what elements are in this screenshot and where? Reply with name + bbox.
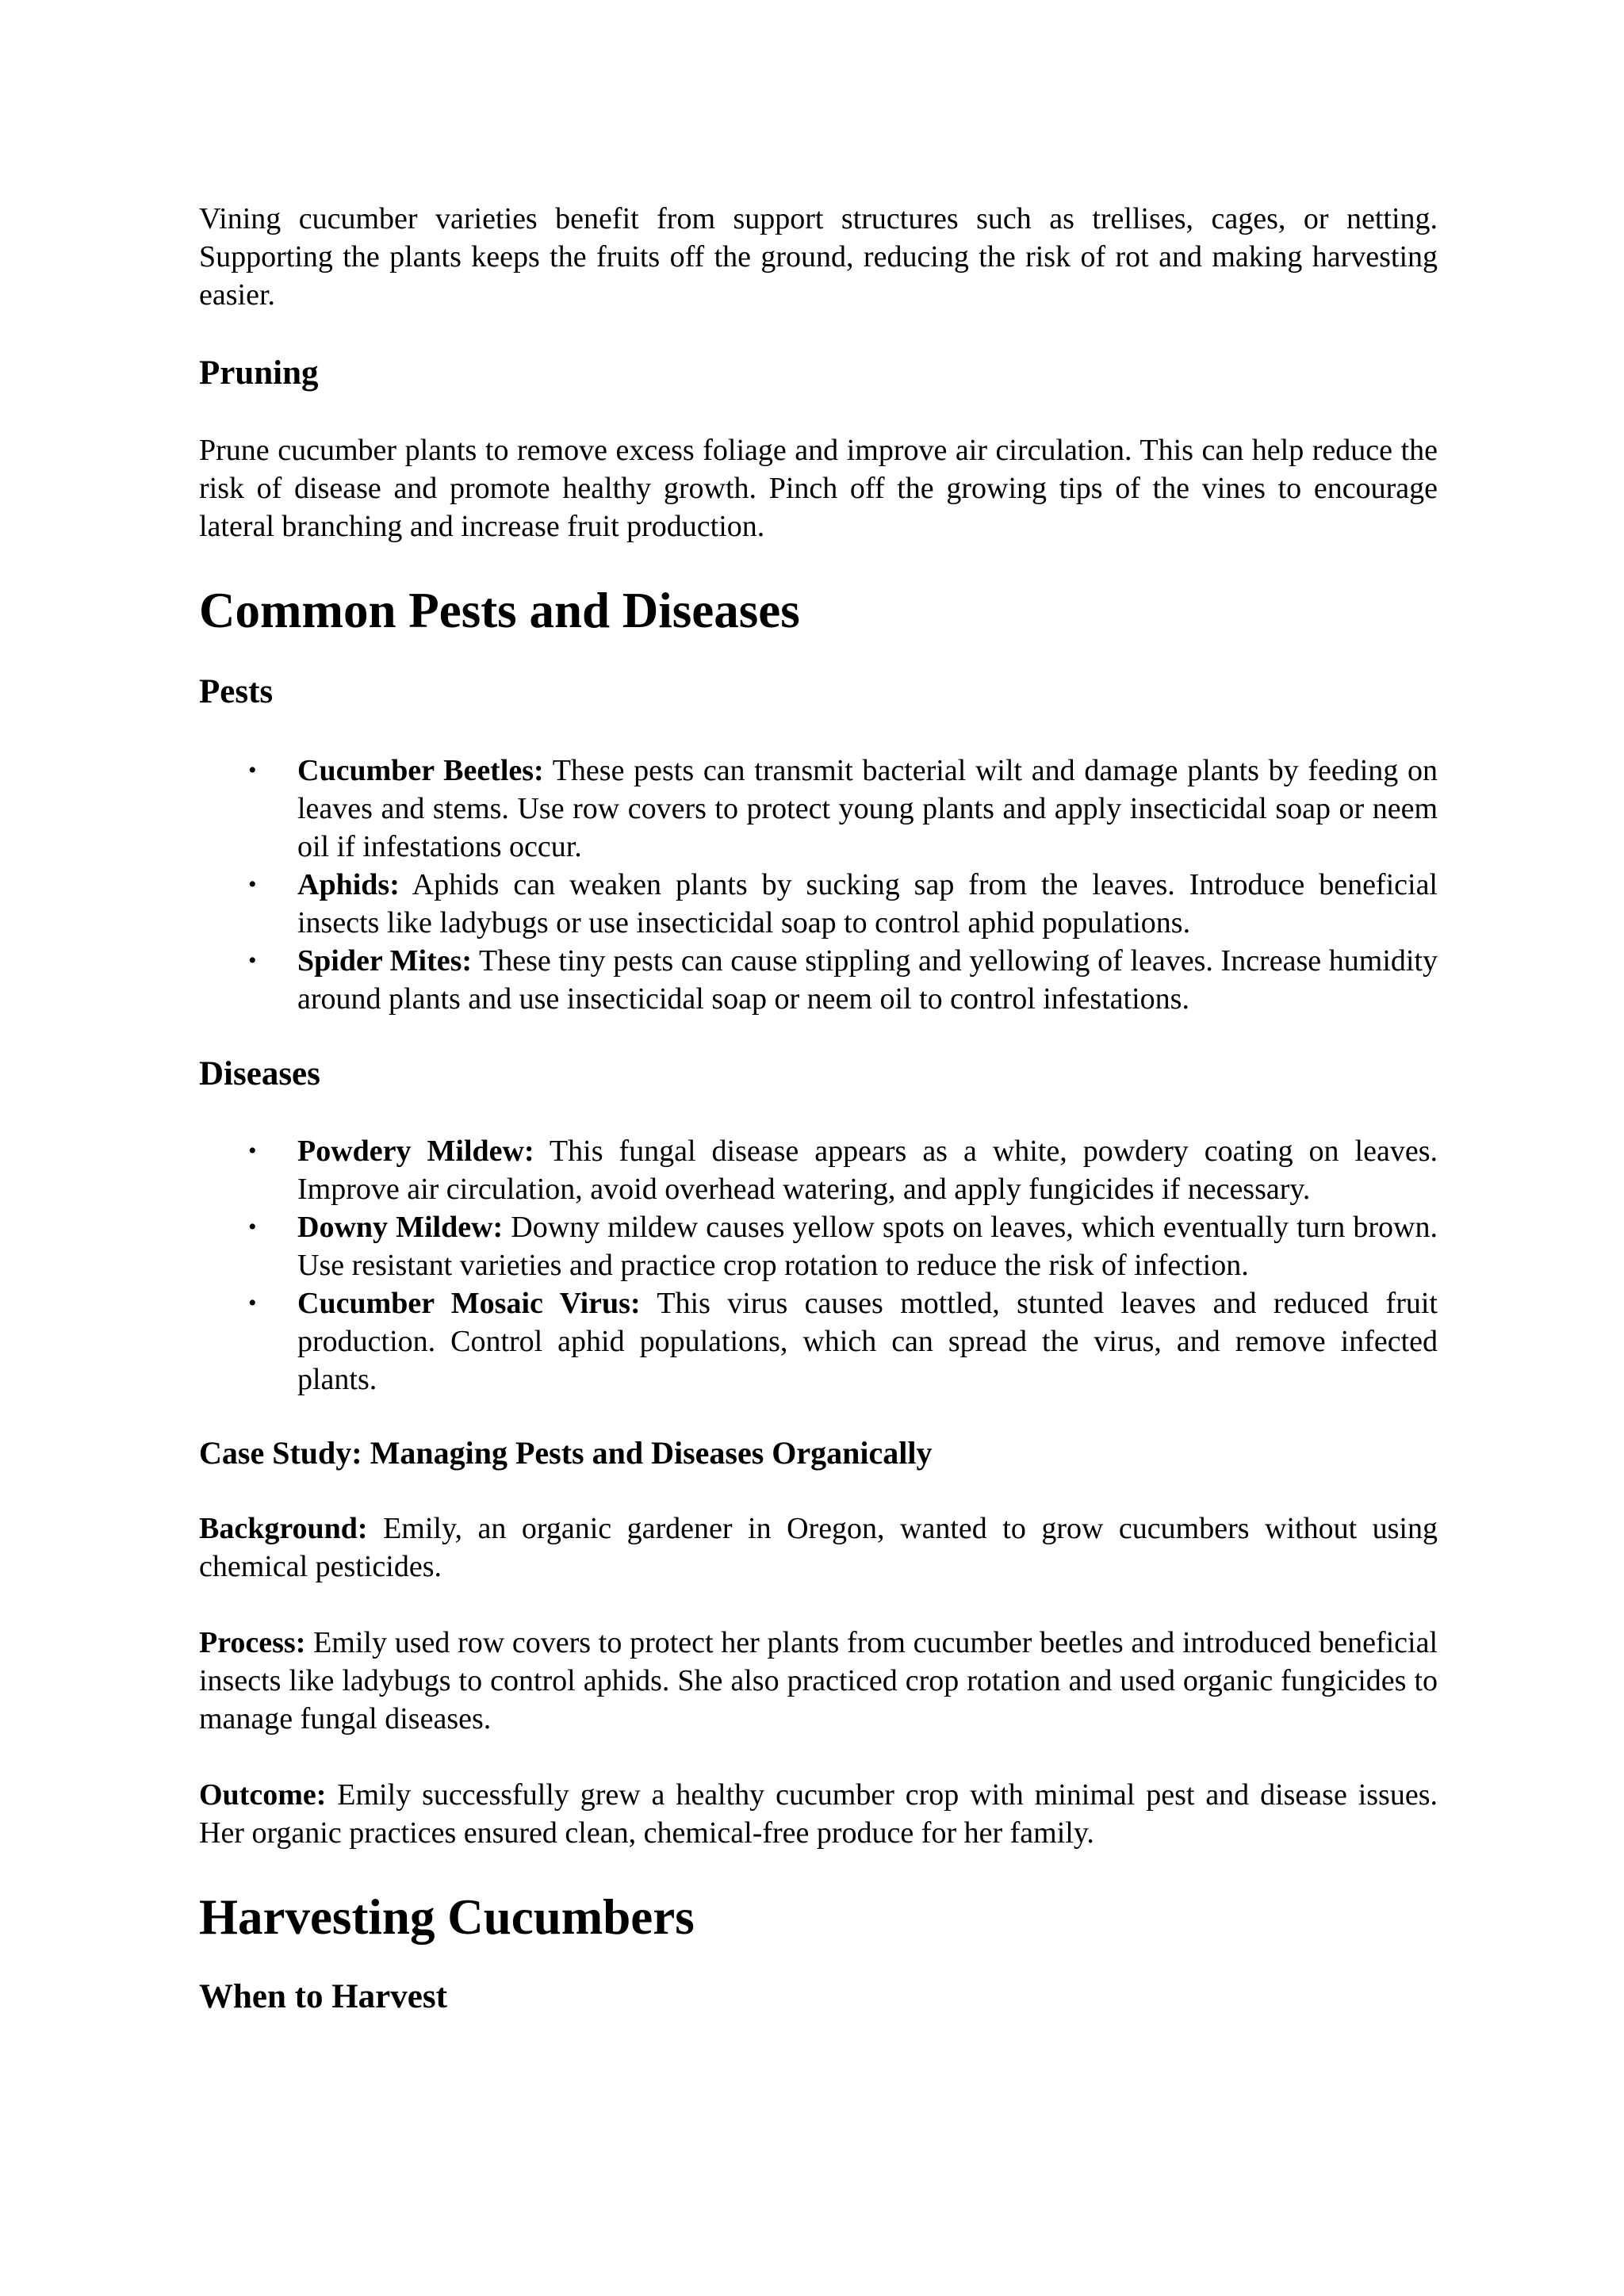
harvesting-heading: Harvesting Cucumbers (199, 1889, 695, 1945)
when-to-harvest-heading: When to Harvest (199, 1978, 447, 2015)
bullet-icon: • (248, 1290, 257, 1316)
bullet-icon: • (248, 871, 257, 897)
process-text: Emily used row covers to protect her plants from cucumber beetles and introduced beneficial insects like ladybugs to control aphids. She also practiced crop rotation and used organic fungicides to manage fungal diseases. (199, 1626, 1438, 1735)
list-item-text: These tiny pests can cause stippling and yellowing of leaves. Increase humidity around plants and use insecticidal soap or neem oil to control infestations. (297, 944, 1438, 1016)
case-study-process (199, 1624, 1438, 1738)
background-text: Emily, an organic gardener in Oregon, wanted to grow cucumbers without using chemical pesticides. (199, 1512, 1438, 1583)
pruning-heading: Pruning (199, 354, 319, 392)
case-study-background (199, 1510, 1438, 1586)
list-item-term: Cucumber Mosaic Virus: (297, 1287, 641, 1320)
pests-list (199, 752, 1438, 1018)
diseases-heading: Diseases (199, 1055, 320, 1093)
list-item-term: Downy Mildew: (297, 1211, 504, 1244)
pests-heading: Pests (199, 673, 274, 710)
list-item-term: Cucumber Beetles: (297, 754, 544, 787)
case-study-outcome (199, 1776, 1438, 1852)
outcome-text: Emily successfully grew a healthy cucumber crop with minimal pest and disease issues. Her organic practices ensured clean, chemical-free produce for her family. (199, 1778, 1438, 1850)
list-item-text: This fungal disease appears as a white, powdery coating on leaves. Improve air circulation, avoid overhead watering, and apply fungicides if necessary. (297, 1135, 1438, 1206)
list-item-text: Aphids can weaken plants by sucking sap from the leaves. Introduce beneficial insects like ladybugs or use insecticidal soap to control aphid populations. (297, 868, 1438, 939)
list-item-term: Aphids: (297, 868, 400, 901)
process-label: Process: (199, 1626, 306, 1659)
list-item (199, 942, 1438, 1018)
document-page (199, 190, 1438, 2019)
list-item-text: These pests can transmit bacterial wilt and damage plants by feeding on leaves and stems. Use row covers to protect young plants and apply insecticidal soap or neem oil if infestations occur. (297, 754, 1438, 863)
diseases-list (199, 1132, 1438, 1399)
list-item (199, 1284, 1438, 1399)
bullet-icon: • (248, 1214, 257, 1240)
list-item-text: This virus causes mottled, stunted leaves and reduced fruit production. Control aphid populations, which can spread the virus, and remove infected plants. (297, 1287, 1438, 1396)
bullet-icon: • (248, 947, 257, 974)
case-study-heading: Case Study: Managing Pests and Diseases Organically (199, 1435, 933, 1471)
list-item-term: Spider Mites: (297, 944, 473, 978)
list-item-term: Powdery Mildew: (297, 1135, 534, 1168)
background-label: Background: (199, 1512, 368, 1545)
list-item-text: Downy mildew causes yellow spots on leaves, which eventually turn brown. Use resistant varieties and practice crop rotation to reduce the risk of infection. (297, 1211, 1438, 1282)
list-item (199, 752, 1438, 866)
bullet-icon: • (248, 757, 257, 783)
list-item (199, 1208, 1438, 1284)
pests-diseases-heading: Common Pests and Diseases (199, 583, 800, 638)
list-item (199, 1132, 1438, 1208)
support-paragraph: Vining cucumber varieties benefit from support structures such as trellises, cages, or netting. Supporting the plants keeps the fruits off the ground, reducing the risk of rot and making harvesting easier. (199, 202, 1438, 312)
outcome-label: Outcome: (199, 1778, 327, 1812)
list-item (199, 866, 1438, 942)
pruning-paragraph: Prune cucumber plants to remove excess foliage and improve air circulation. This can help reduce the risk of disease and promote healthy growth. Pinch off the growing tips of the vines to encourage lateral branching and increase fruit production. (199, 434, 1438, 543)
bullet-icon: • (248, 1138, 257, 1164)
